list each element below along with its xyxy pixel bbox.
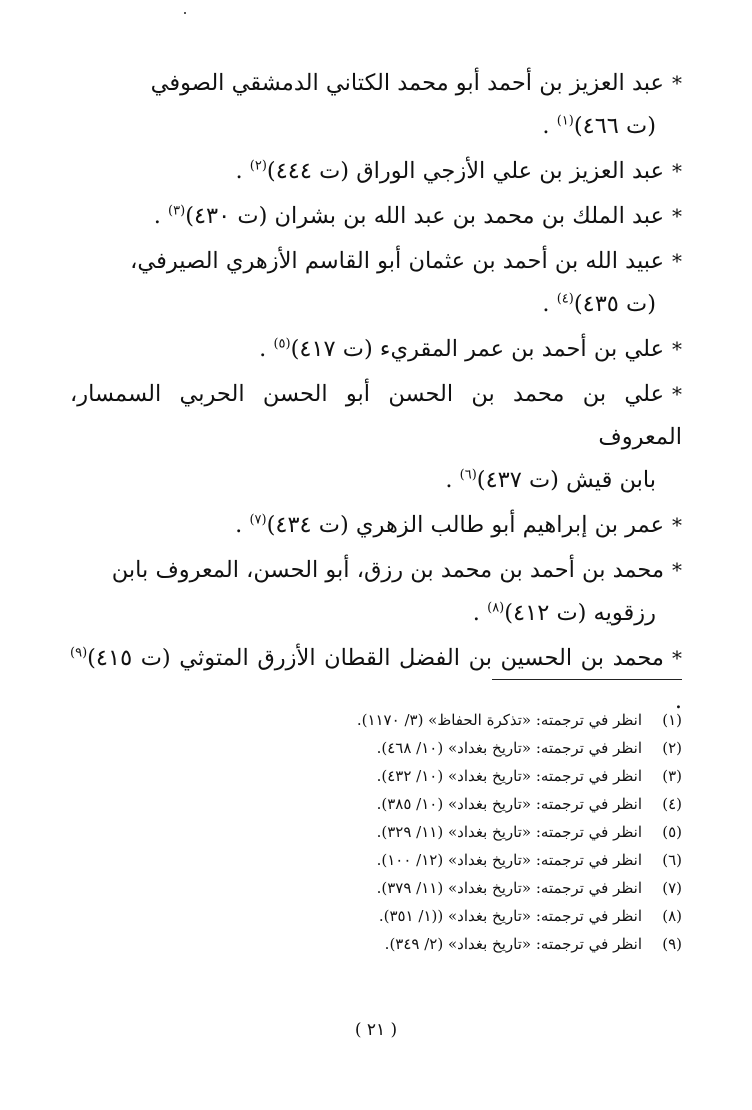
footnote-ref[interactable]: (٩) [70, 645, 88, 661]
footnote-ref[interactable]: (٣) [168, 203, 186, 219]
footnote-ref[interactable]: (٢) [249, 158, 267, 174]
footnote-number: (٤) [662, 795, 682, 813]
entry-4: *عبيد الله بن أحمد بن عثمان أبو القاسم الأزهري الصيرفي، (ت ٤٣٥)$^{(٤)}$ . [70, 240, 682, 326]
entry-5: *علي بن أحمد بن عمر المقريء (ت ٤١٧)$^{(٥)}$ . [70, 328, 682, 371]
entry-text: محمد بن الحسين بن الفضل القطان الأزرق المتوثي (ت ٤١٥) [87, 645, 664, 671]
entry-text: علي بن محمد بن الحسن أبو الحسن الحربي السمسار، المعروف [70, 381, 682, 450]
entry-text: محمد بن أحمد بن محمد بن رزق، أبو الحسن، المعروف بابن [111, 557, 664, 583]
footnote-number: (١) [662, 711, 682, 729]
entry-text-cont: (ت ٤٦٦) [573, 113, 656, 139]
entry-text: عبيد الله بن أحمد بن عثمان أبو القاسم الأزهري الصيرفي، [130, 248, 664, 274]
entry-7: *عمر بن إبراهيم أبو طالب الزهري (ت ٤٣٤)$^{(٧)}$ . [70, 504, 682, 547]
footnote-number: (٧) [662, 879, 682, 897]
footnote-ref[interactable]: (٤) [556, 291, 574, 307]
asterisk-icon: * [672, 204, 682, 228]
footnotes-list [70, 706, 682, 958]
footnote-text: انظر في ترجمته: «تاريخ بغداد» (٢/ ٣٤٩). [384, 935, 642, 953]
footnote-ref[interactable]: (٨) [487, 600, 505, 616]
entry-text-cont: رزقويه (ت ٤١٢) [504, 600, 656, 626]
footnote-number: (٦) [662, 851, 682, 869]
footnote-divider [492, 679, 682, 680]
footnote-2 [70, 734, 682, 762]
footnote-7 [70, 874, 682, 902]
footnote-number: (٩) [662, 935, 682, 953]
entry-9: *محمد بن الحسين بن الفضل القطان الأزرق المتوثي (ت ٤١٥)$^{(٩)}$ . [70, 637, 682, 723]
footnote-ref[interactable]: (٥) [273, 336, 291, 352]
footnote-8 [70, 902, 682, 930]
asterisk-icon: * [672, 249, 682, 273]
footnote-4 [70, 790, 682, 818]
entry-text: عبد الملك بن محمد بن عبد الله بن بشران (ت ٤٣٠) [185, 203, 664, 229]
footnote-text: انظر في ترجمته: «تاريخ بغداد» (١٠/ ٤٦٨). [376, 739, 642, 757]
asterisk-icon: * [672, 382, 682, 406]
entry-6: *علي بن محمد بن الحسن أبو الحسن الحربي السمسار، المعروف بابن قيش (ت ٤٣٧)$^{(٦)}$ . [70, 373, 682, 502]
biography-list [70, 62, 682, 725]
asterisk-icon: * [672, 646, 682, 670]
footnote-text: انظر في ترجمته: «تذكرة الحفاظ» (٣/ ١١٧٠). [356, 711, 642, 729]
page-number: ( ٢١ ) [354, 1020, 398, 1040]
footnote-number: (٣) [662, 767, 682, 785]
footnote-5 [70, 818, 682, 846]
entry-3: *عبد الملك بن محمد بن عبد الله بن بشران (ت ٤٣٠)$^{(٣)}$ . [70, 195, 682, 238]
footnote-text: انظر في ترجمته: «تاريخ بغداد» (١١/ ٣٧٩). [376, 879, 642, 897]
footnote-text: انظر في ترجمته: «تاريخ بغداد» (١٠/ ٤٣٢). [376, 767, 642, 785]
asterisk-icon: * [672, 159, 682, 183]
footnote-ref[interactable]: (١) [556, 113, 574, 129]
entry-text: عمر بن إبراهيم أبو طالب الزهري (ت ٤٣٤) [266, 512, 664, 538]
footnote-number: (٥) [662, 823, 682, 841]
asterisk-icon: * [672, 337, 682, 361]
footnote-text: انظر في ترجمته: «تاريخ بغداد» (١٢/ ١٠٠). [376, 851, 642, 869]
entry-text-cont: (ت ٤٣٥) [573, 291, 656, 317]
entry-8: *محمد بن أحمد بن محمد بن رزق، أبو الحسن، المعروف بابن رزقويه (ت ٤١٢)$^{(٨)}$ . [70, 549, 682, 635]
scan-speck [184, 12, 186, 14]
asterisk-icon: * [672, 558, 682, 582]
footnote-number: (٨) [662, 907, 682, 925]
entry-2: *عبد العزيز بن علي الأزجي الوراق (ت ٤٤٤)$^{(٢)}$ . [70, 150, 682, 193]
entry-text: علي بن أحمد بن عمر المقريء (ت ٤١٧) [290, 336, 664, 362]
footnote-ref[interactable]: (٧) [249, 512, 267, 528]
asterisk-icon: * [672, 513, 682, 537]
entry-1: *عبد العزيز بن أحمد أبو محمد الكتاني الدمشقي الصوفي (ت ٤٦٦)$^{(١)}$ . [70, 62, 682, 148]
footnote-number: (٢) [662, 739, 682, 757]
footnote-ref[interactable]: (٦) [459, 467, 477, 483]
footnote-9 [70, 930, 682, 958]
footnote-text: انظر في ترجمته: «تاريخ بغداد» ((١/ ٣٥١). [378, 907, 642, 925]
footnote-text: انظر في ترجمته: «تاريخ بغداد» (١١/ ٣٢٩). [376, 823, 642, 841]
footnote-6 [70, 846, 682, 874]
footnote-3 [70, 762, 682, 790]
asterisk-icon: * [672, 71, 682, 95]
footnote-1 [70, 706, 682, 734]
entry-text: عبد العزيز بن علي الأزجي الوراق (ت ٤٤٤) [266, 158, 664, 184]
entry-text-cont: بابن قيش (ت ٤٣٧) [476, 467, 656, 493]
footnote-text: انظر في ترجمته: «تاريخ بغداد» (١٠/ ٣٨٥). [376, 795, 642, 813]
entry-text: عبد العزيز بن أحمد أبو محمد الكتاني الدمشقي الصوفي [150, 70, 664, 96]
